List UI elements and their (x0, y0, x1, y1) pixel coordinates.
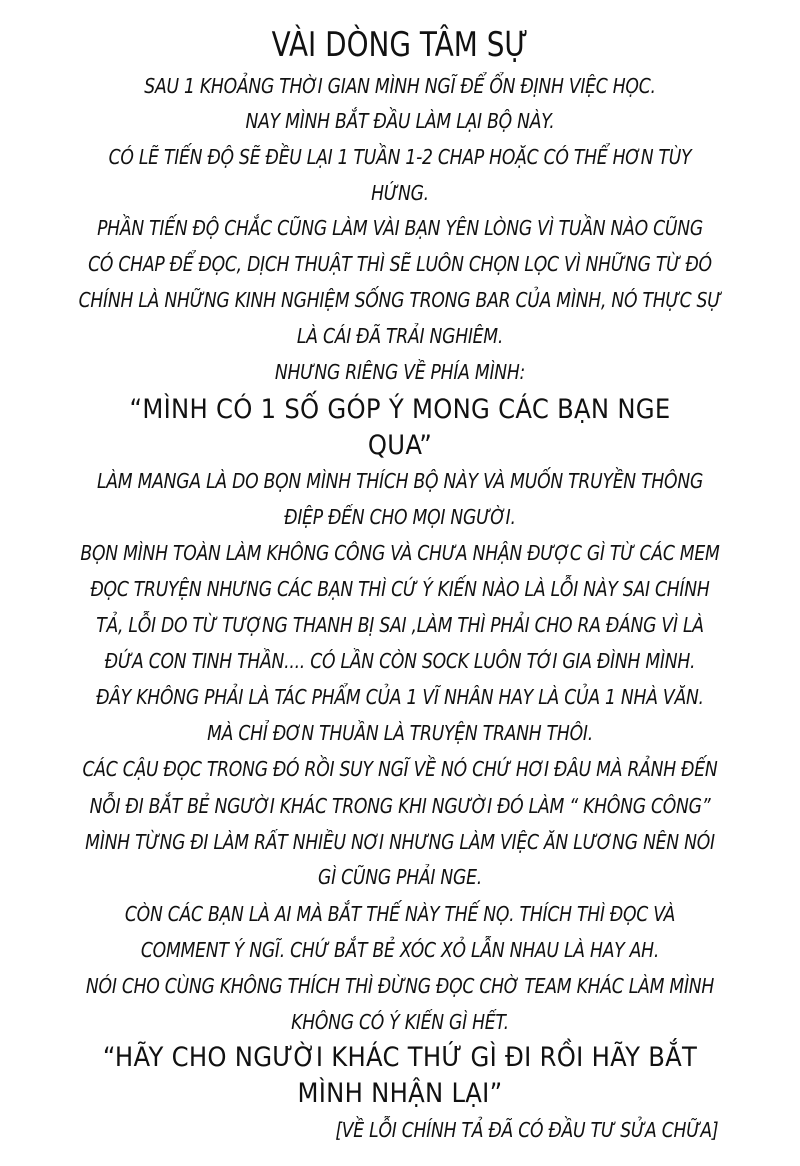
text-line: MÀ CHỈ ĐƠN THUẦN LÀ TRUYỆN TRANH THÔI. (207, 721, 593, 745)
text-line: ĐỌC TRUYỆN NHƯNG CÁC BẠN THÌ CỨ Ý KIẾN NÀO LÀ LỖI NÀY SAI CHÍNH (90, 577, 710, 601)
text-line: GÌ CŨNG PHẢI NGE. (318, 865, 482, 889)
quote-line: QUA” (367, 430, 433, 461)
text-line: CÓ LẼ TIẾN ĐỘ SẼ ĐỀU LẠI 1 TUẦN 1-2 CHAP HOẶC CÓ THỂ HƠN TÙY (108, 145, 692, 169)
text-line: NHƯNG RIÊNG VỀ PHÍA MÌNH: (274, 360, 526, 384)
quote-line: “MÌNH CÓ 1 SỐ GÓP Ý MONG CÁC BẠN NGE (129, 394, 671, 425)
text-line: NÓI CHO CÙNG KHÔNG THÍCH THÌ ĐỪNG ĐỌC CHỜ TEAM KHÁC LÀM MÌNH (85, 974, 715, 998)
text-line: PHẦN TIẾN ĐỘ CHẮC CŨNG LÀM VÀI BẠN YÊN LÒNG VÌ TUẦN NÀO CŨNG (97, 216, 703, 240)
text-line: NAY MÌNH BẮT ĐẦU LÀM LẠI BỘ NÀY. (245, 109, 555, 133)
text-line: ĐỨA CON TINH THẦN.... CÓ LẦN CÒN SOCK LUÔN TỚI GIA ĐÌNH MÌNH. (104, 649, 696, 673)
text-line: MÌNH TỪNG ĐI LÀM RẤT NHIỀU NƠI NHƯNG LÀM VIỆC ĂN LƯƠNG NÊN NÓI (85, 830, 715, 854)
text-line: LÀ CÁI ĐÃ TRẢI NGHIÊM. (296, 324, 504, 348)
text-line: HỨNG. (371, 181, 429, 205)
text-line: ĐÂY KHÔNG PHẢI LÀ TÁC PHẨM CỦA 1 VĨ NHÂN HAY LÀ CỦA 1 NHÀ VĂN. (96, 685, 704, 709)
quote-line: MÌNH NHẬN LẠI” (297, 1078, 503, 1109)
text-line: BỌN MÌNH TOÀN LÀM KHÔNG CÔNG VÀ CHƯA NHẬN ĐƯỢC GÌ TỪ CÁC MEM (80, 541, 720, 565)
quote-line: “HÃY CHO NGƯỜI KHÁC THỨ GÌ ĐI RỒI HÃY BẮT (102, 1042, 698, 1073)
text-line: SAU 1 KHOẢNG THỜI GIAN MÌNH NGĨ ĐỂ ỔN ĐỊNH VIỆC HỌC. (144, 74, 656, 98)
text-line: COMMENT Ý NGĨ. CHỨ BẮT BẺ XÓC XỎ LẪN NHAU LÀ HAY AH. (140, 938, 660, 962)
text-line: LÀM MANGA LÀ DO BỌN MÌNH THÍCH BỘ NÀY VÀ MUỐN TRUYỀN THÔNG (96, 469, 704, 493)
text-line: CÒN CÁC BẠN LÀ AI MÀ BẮT THẾ NÀY THẾ NỌ. THÍCH THÌ ĐỌC VÀ (124, 902, 676, 926)
page-title: VÀI DÒNG TÂM SỰ (271, 25, 529, 65)
text-line: CÁC CẬU ĐỌC TRONG ĐÓ RỒI SUY NGĨ VỀ NÓ CHỨ HƠI ĐÂU MÀ RẢNH ĐẾN (82, 757, 718, 781)
text-line: TẢ, LỖI DO TỪ TƯỢNG THANH BỊ SAI ,LÀM THÌ PHẢI CHO RA ĐÁNG VÌ LÀ (96, 613, 704, 637)
text-line: ĐIỆP ĐẾN CHO MỌI NGƯỜI. (284, 505, 516, 529)
footnote: [VỀ LỖI CHÍNH TẢ ĐÃ CÓ ĐẦU TƯ SỬA CHỮA] (335, 1118, 718, 1142)
text-line: CÓ CHAP ĐỂ ĐỌC, DỊCH THUẬT THÌ SẼ LUÔN CHỌN LỌC VÌ NHỮNG TỪ ĐÓ (88, 252, 712, 276)
text-line: KHÔNG CÓ Ý KIẾN GÌ HẾT. (291, 1010, 509, 1034)
text-line: NỖI ĐI BẮT BẺ NGƯỜI KHÁC TRONG KHI NGƯỜI ĐÓ LÀM “ KHÔNG CÔNG” (89, 794, 711, 818)
text-line: CHÍNH LÀ NHỮNG KINH NGHIỆM SỐNG TRONG BAR CỦA MÌNH, NÓ THỰC SỰ (78, 288, 722, 312)
